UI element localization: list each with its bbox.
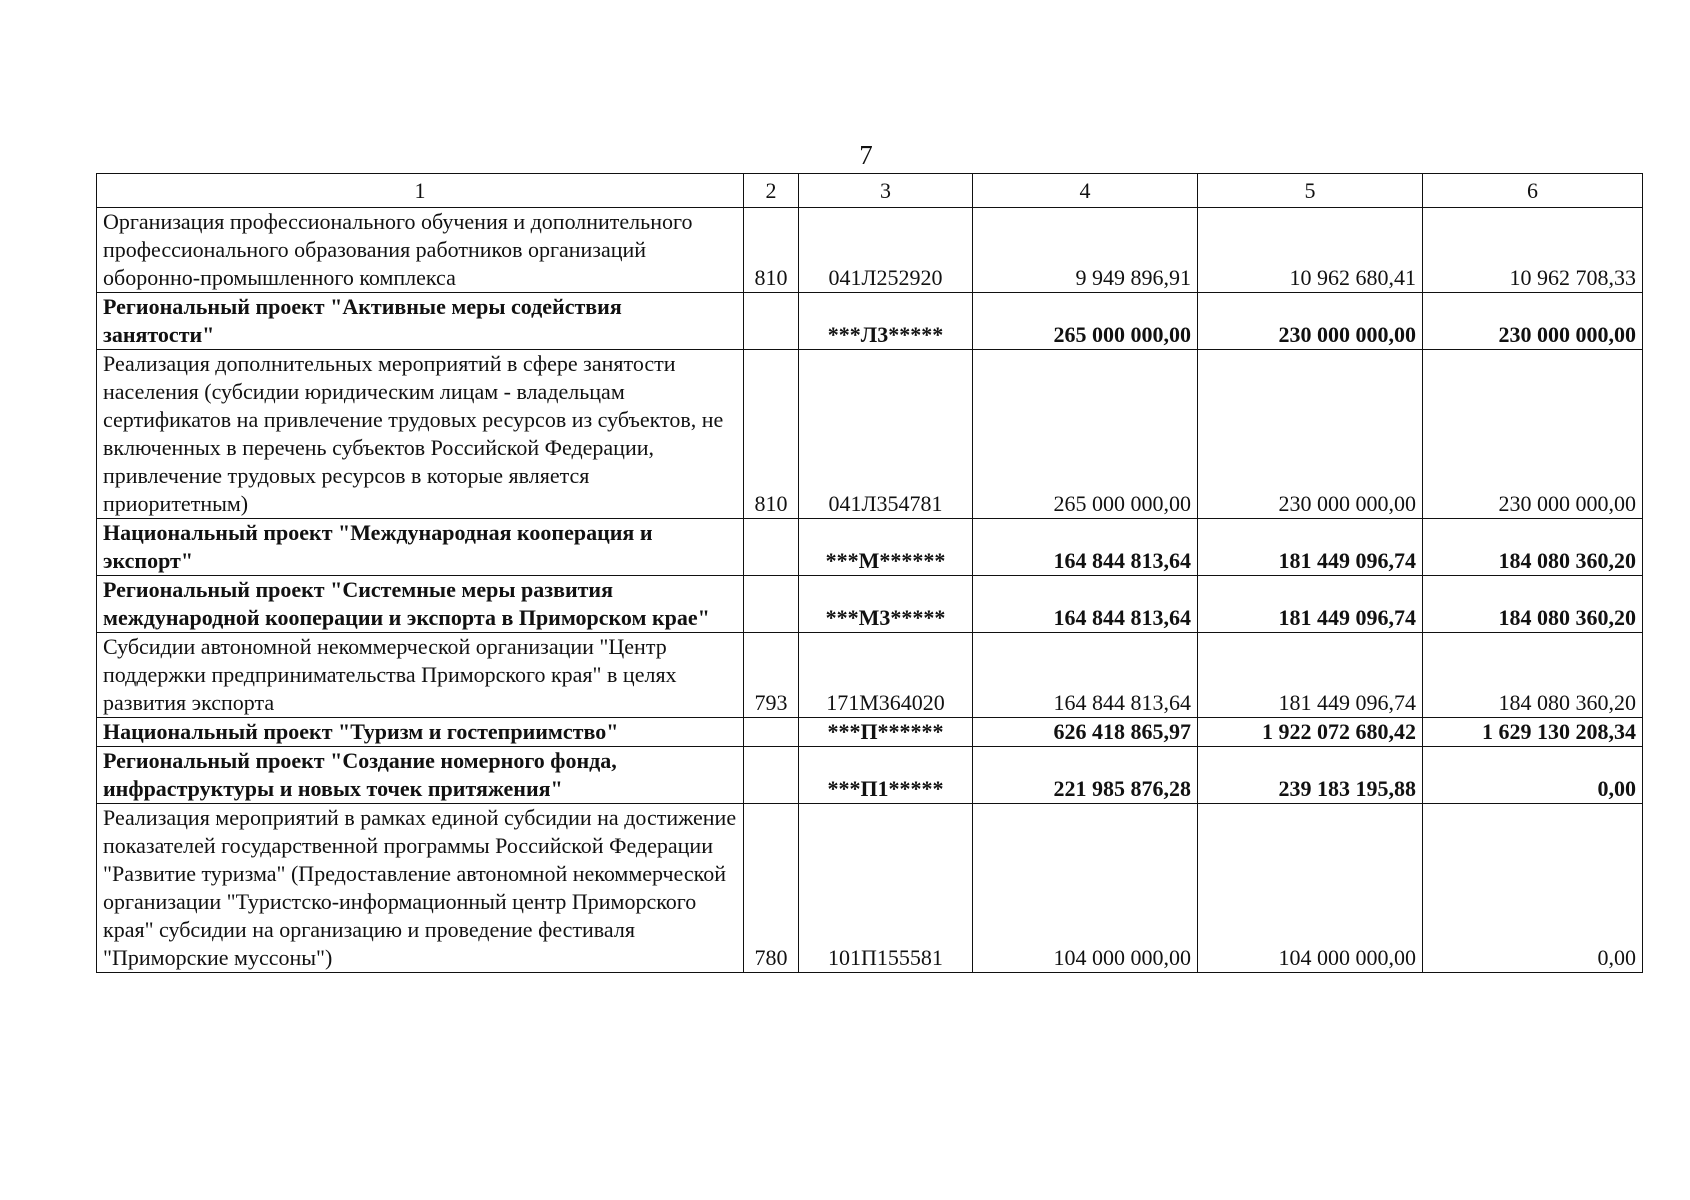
row-col-6: 184 080 360,20 [1423, 633, 1643, 718]
page-number: 7 [859, 140, 873, 170]
row-col-2: 793 [744, 633, 799, 718]
row-col-6: 0,00 [1423, 747, 1643, 804]
row-col-3: ***П****** [799, 718, 973, 747]
header-col-3: 3 [799, 174, 973, 208]
row-col-2 [744, 718, 799, 747]
table-row [97, 350, 1643, 519]
row-col-5: 10 962 680,41 [1198, 208, 1423, 293]
header-col-1: 1 [97, 174, 744, 208]
row-col-3: 101П155581 [799, 804, 973, 973]
row-col-6: 184 080 360,20 [1423, 576, 1643, 633]
row-col-4: 221 985 876,28 [973, 747, 1198, 804]
row-col-5: 1 922 072 680,42 [1198, 718, 1423, 747]
table-row [97, 293, 1643, 350]
row-col-4: 265 000 000,00 [973, 350, 1198, 519]
table-row [97, 576, 1643, 633]
row-name: Субсидии автономной некоммерческой организации "Центр поддержки предпринимательства Приморского края" в целях развития экспорта [97, 633, 744, 718]
row-col-2 [744, 747, 799, 804]
row-col-5: 239 183 195,88 [1198, 747, 1423, 804]
row-col-3: 041Л354781 [799, 350, 973, 519]
row-name: Национальный проект "Туризм и гостеприимство" [97, 718, 744, 747]
row-col-2 [744, 576, 799, 633]
row-col-2: 810 [744, 350, 799, 519]
header-col-6: 6 [1423, 174, 1643, 208]
row-col-3: ***Л3***** [799, 293, 973, 350]
row-col-6: 10 962 708,33 [1423, 208, 1643, 293]
row-col-4: 104 000 000,00 [973, 804, 1198, 973]
row-col-4: 164 844 813,64 [973, 633, 1198, 718]
table-row [97, 519, 1643, 576]
row-col-4: 164 844 813,64 [973, 576, 1198, 633]
row-col-3: 041Л252920 [799, 208, 973, 293]
header-col-4: 4 [973, 174, 1198, 208]
table-row [97, 804, 1643, 973]
table-row [97, 747, 1643, 804]
row-col-5: 230 000 000,00 [1198, 350, 1423, 519]
row-col-5: 104 000 000,00 [1198, 804, 1423, 973]
table-row [97, 718, 1643, 747]
row-col-3: ***П1***** [799, 747, 973, 804]
table-row [97, 633, 1643, 718]
row-col-6: 230 000 000,00 [1423, 293, 1643, 350]
row-name: Национальный проект "Международная кооперация и экспорт" [97, 519, 744, 576]
header-col-2: 2 [744, 174, 799, 208]
row-col-6: 230 000 000,00 [1423, 350, 1643, 519]
row-col-5: 181 449 096,74 [1198, 576, 1423, 633]
row-col-6: 1 629 130 208,34 [1423, 718, 1643, 747]
row-name: Реализация мероприятий в рамках единой субсидии на достижение показателей государственной программы Российской Федерации "Развитие туризма" (Предоставление автономной некоммерческой организации "Туристско-информационный центр Приморского края" субсидии на организацию и проведение фестиваля "Приморские муссоны") [97, 804, 744, 973]
row-col-4: 626 418 865,97 [973, 718, 1198, 747]
budget-table [96, 173, 1643, 973]
row-name: Организация профессионального обучения и дополнительного профессионального образования работников организаций оборонно-промышленного комплекса [97, 208, 744, 293]
header-col-5: 5 [1198, 174, 1423, 208]
row-col-3: ***М3***** [799, 576, 973, 633]
row-name: Региональный проект "Системные меры развития международной кооперации и экспорта в Приморском крае" [97, 576, 744, 633]
row-col-4: 164 844 813,64 [973, 519, 1198, 576]
row-col-2 [744, 293, 799, 350]
row-col-5: 181 449 096,74 [1198, 633, 1423, 718]
row-name: Региональный проект "Активные меры содействия занятости" [97, 293, 744, 350]
row-col-3: 171М364020 [799, 633, 973, 718]
table-row [97, 208, 1643, 293]
row-col-4: 9 949 896,91 [973, 208, 1198, 293]
row-col-3: ***М****** [799, 519, 973, 576]
row-col-5: 230 000 000,00 [1198, 293, 1423, 350]
table-header-row [97, 174, 1643, 208]
row-col-5: 181 449 096,74 [1198, 519, 1423, 576]
row-name: Реализация дополнительных мероприятий в сфере занятости населения (субсидии юридическим лицам - владельцам сертификатов на привлечение трудовых ресурсов из субъектов, не включенных в перечень субъектов Российской Федерации, привлечение трудовых ресурсов в которые является приоритетным) [97, 350, 744, 519]
row-col-2: 780 [744, 804, 799, 973]
row-col-4: 265 000 000,00 [973, 293, 1198, 350]
row-col-2 [744, 519, 799, 576]
row-col-6: 184 080 360,20 [1423, 519, 1643, 576]
row-col-2: 810 [744, 208, 799, 293]
row-col-6: 0,00 [1423, 804, 1643, 973]
row-name: Региональный проект "Создание номерного фонда, инфраструктуры и новых точек притяжения" [97, 747, 744, 804]
